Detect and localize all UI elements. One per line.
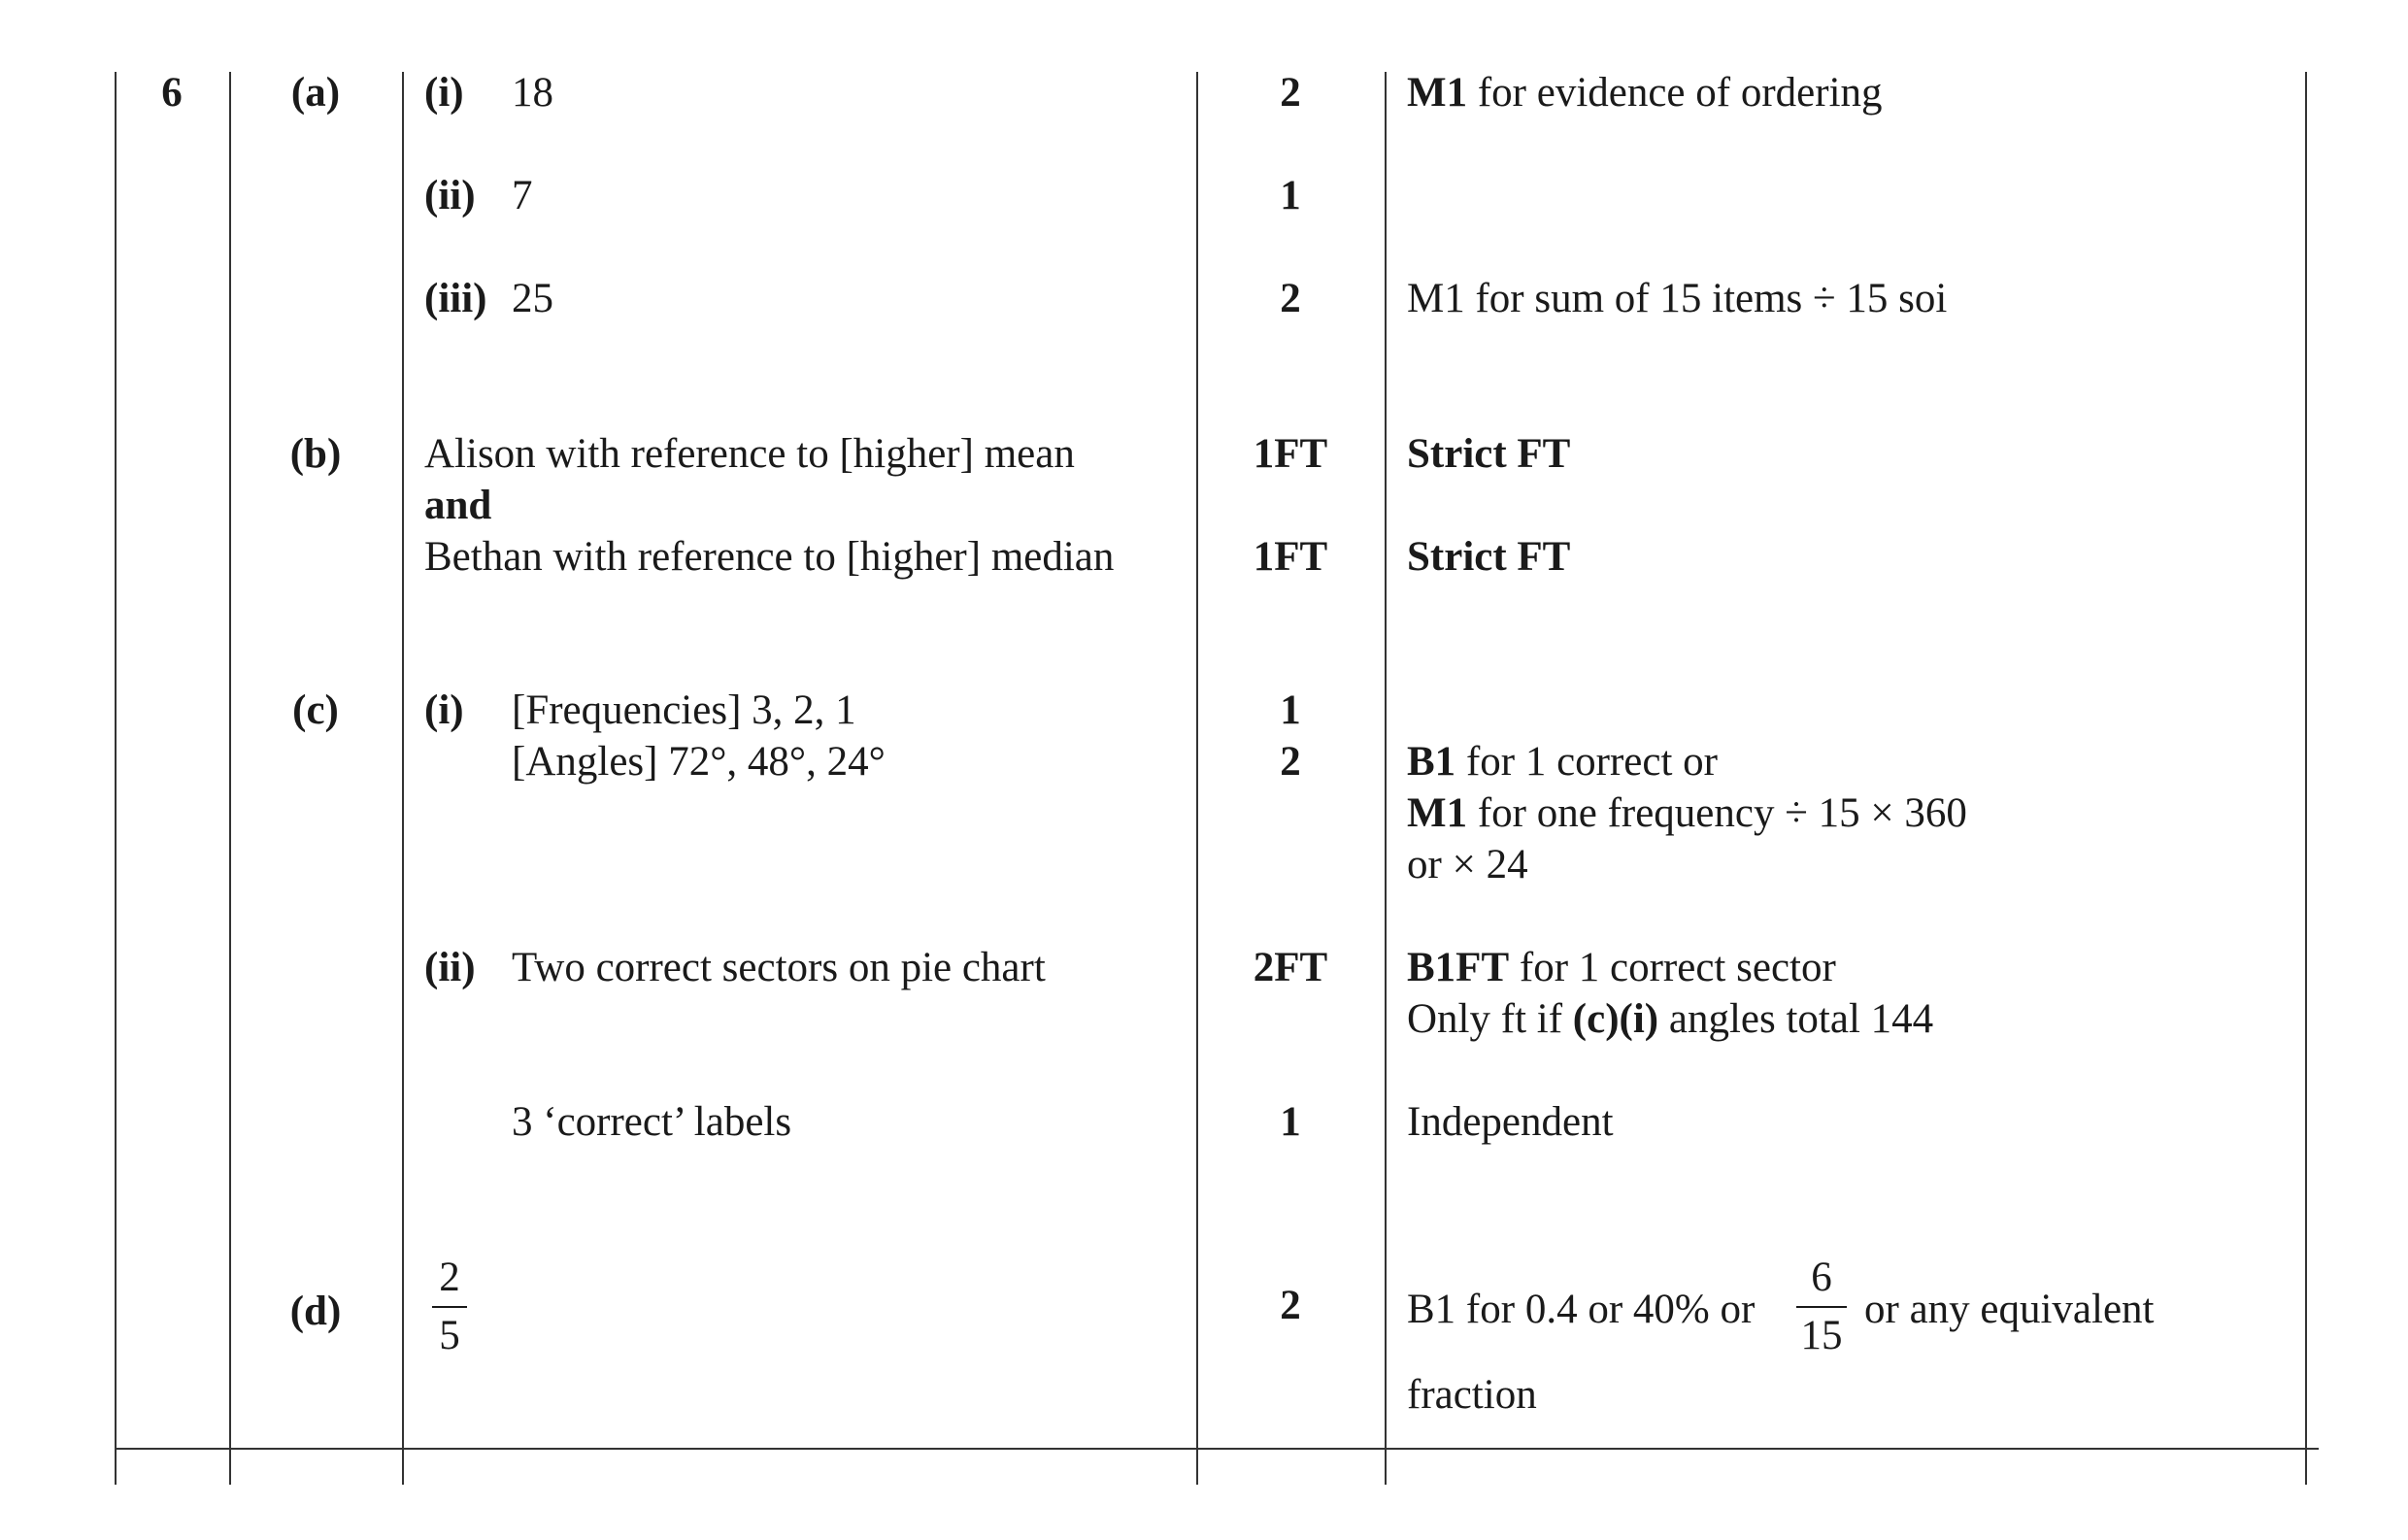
comment-text: Only ft if	[1407, 996, 1573, 1042]
part-label-b: (b)	[289, 431, 342, 477]
mark-b-2: 1FT	[1253, 534, 1328, 580]
fraction-numerator: 2	[439, 1255, 460, 1300]
comment-d-line2: fraction	[1407, 1372, 1537, 1418]
mark-d: 2	[1280, 1283, 1301, 1328]
comment-c-ii-3: Independent	[1407, 1099, 1614, 1145]
comment-text: for one frequency ÷ 15 × 360	[1467, 790, 1967, 836]
answer-c-i-frequencies: [Frequencies] 3, 2, 1	[512, 687, 856, 733]
comment-c-ii-1	[1407, 943, 1836, 993]
part-label-d: (d)	[289, 1289, 342, 1334]
column-divider	[115, 72, 117, 1485]
fraction-numerator: 6	[1811, 1255, 1832, 1300]
subpart-label-a-i: (i)	[424, 70, 464, 116]
part-label-a: (a)	[290, 70, 341, 116]
answer-d-fraction	[432, 1254, 467, 1360]
mark-b-1: 1FT	[1253, 431, 1328, 477]
mark-c-ii-2: 1	[1280, 1099, 1301, 1145]
mark-c-ii-1: 2FT	[1253, 945, 1328, 990]
answer-b-line2: Bethan with reference to [higher] median	[424, 534, 1115, 580]
column-divider	[402, 72, 404, 1485]
comment-b-1: Strict FT	[1407, 431, 1571, 477]
mark-c-i-angles: 2	[1280, 739, 1301, 785]
question-number: 6	[161, 70, 183, 116]
mark-a-ii: 1	[1280, 173, 1301, 218]
fraction-denominator: 15	[1800, 1313, 1843, 1358]
column-divider	[1385, 72, 1387, 1485]
answer-c-ii-sectors: Two correct sectors on pie chart	[512, 945, 1046, 990]
mark-c-i-freq: 1	[1280, 687, 1301, 733]
comment-d-post: or any equivalent	[1864, 1287, 2155, 1332]
subpart-label-c-i: (i)	[424, 687, 464, 733]
comment-b-2: Strict FT	[1407, 534, 1571, 580]
mark-a-iii: 2	[1280, 276, 1301, 321]
comment-d-fraction	[1796, 1254, 1847, 1360]
fraction-bar	[432, 1306, 467, 1308]
comment-text: for 1 correct or	[1455, 739, 1718, 785]
comment-c-i-2	[1407, 788, 1967, 839]
comment-c-i-1	[1407, 737, 1718, 787]
answer-a-ii: 7	[512, 173, 533, 218]
answer-c-i-angles: [Angles] 72°, 48°, 24°	[512, 739, 886, 785]
part-label-c: (c)	[292, 687, 339, 733]
subpart-label-a-iii: (iii)	[424, 276, 487, 321]
comment-text: for evidence of ordering	[1467, 70, 1883, 116]
comment-text: for 1 correct sector	[1509, 945, 1836, 990]
subpart-label-a-ii: (ii)	[424, 173, 476, 218]
fraction-denominator: 5	[439, 1313, 460, 1358]
column-divider	[229, 72, 231, 1485]
comment-c-i-3: or × 24	[1407, 842, 1528, 887]
comment-bold: B1FT	[1407, 945, 1510, 990]
comment-bold: (c)(i)	[1572, 996, 1659, 1042]
comment-bold: B1	[1407, 739, 1456, 785]
row-divider	[115, 1448, 2319, 1450]
comment-a-i	[1407, 68, 1883, 118]
answer-b-and: and	[424, 483, 492, 528]
comment-a-iii: M1 for sum of 15 items ÷ 15 soi	[1407, 276, 1948, 321]
comment-text: angles total 144	[1658, 996, 1934, 1042]
fraction-bar	[1796, 1306, 1847, 1308]
comment-d-pre: B1 for 0.4 or 40% or	[1407, 1287, 1756, 1332]
subpart-label-c-ii: (ii)	[424, 945, 476, 990]
comment-c-ii-2	[1407, 994, 1933, 1045]
comment-bold: M1	[1407, 70, 1468, 116]
answer-c-ii-labels: 3 ‘correct’ labels	[512, 1099, 792, 1145]
mark-a-i: 2	[1280, 70, 1301, 116]
column-divider	[2305, 72, 2307, 1485]
answer-a-iii: 25	[512, 276, 553, 321]
answer-a-i: 18	[512, 70, 553, 116]
comment-bold: M1	[1407, 790, 1468, 836]
answer-b-line1: Alison with reference to [higher] mean	[424, 431, 1075, 477]
